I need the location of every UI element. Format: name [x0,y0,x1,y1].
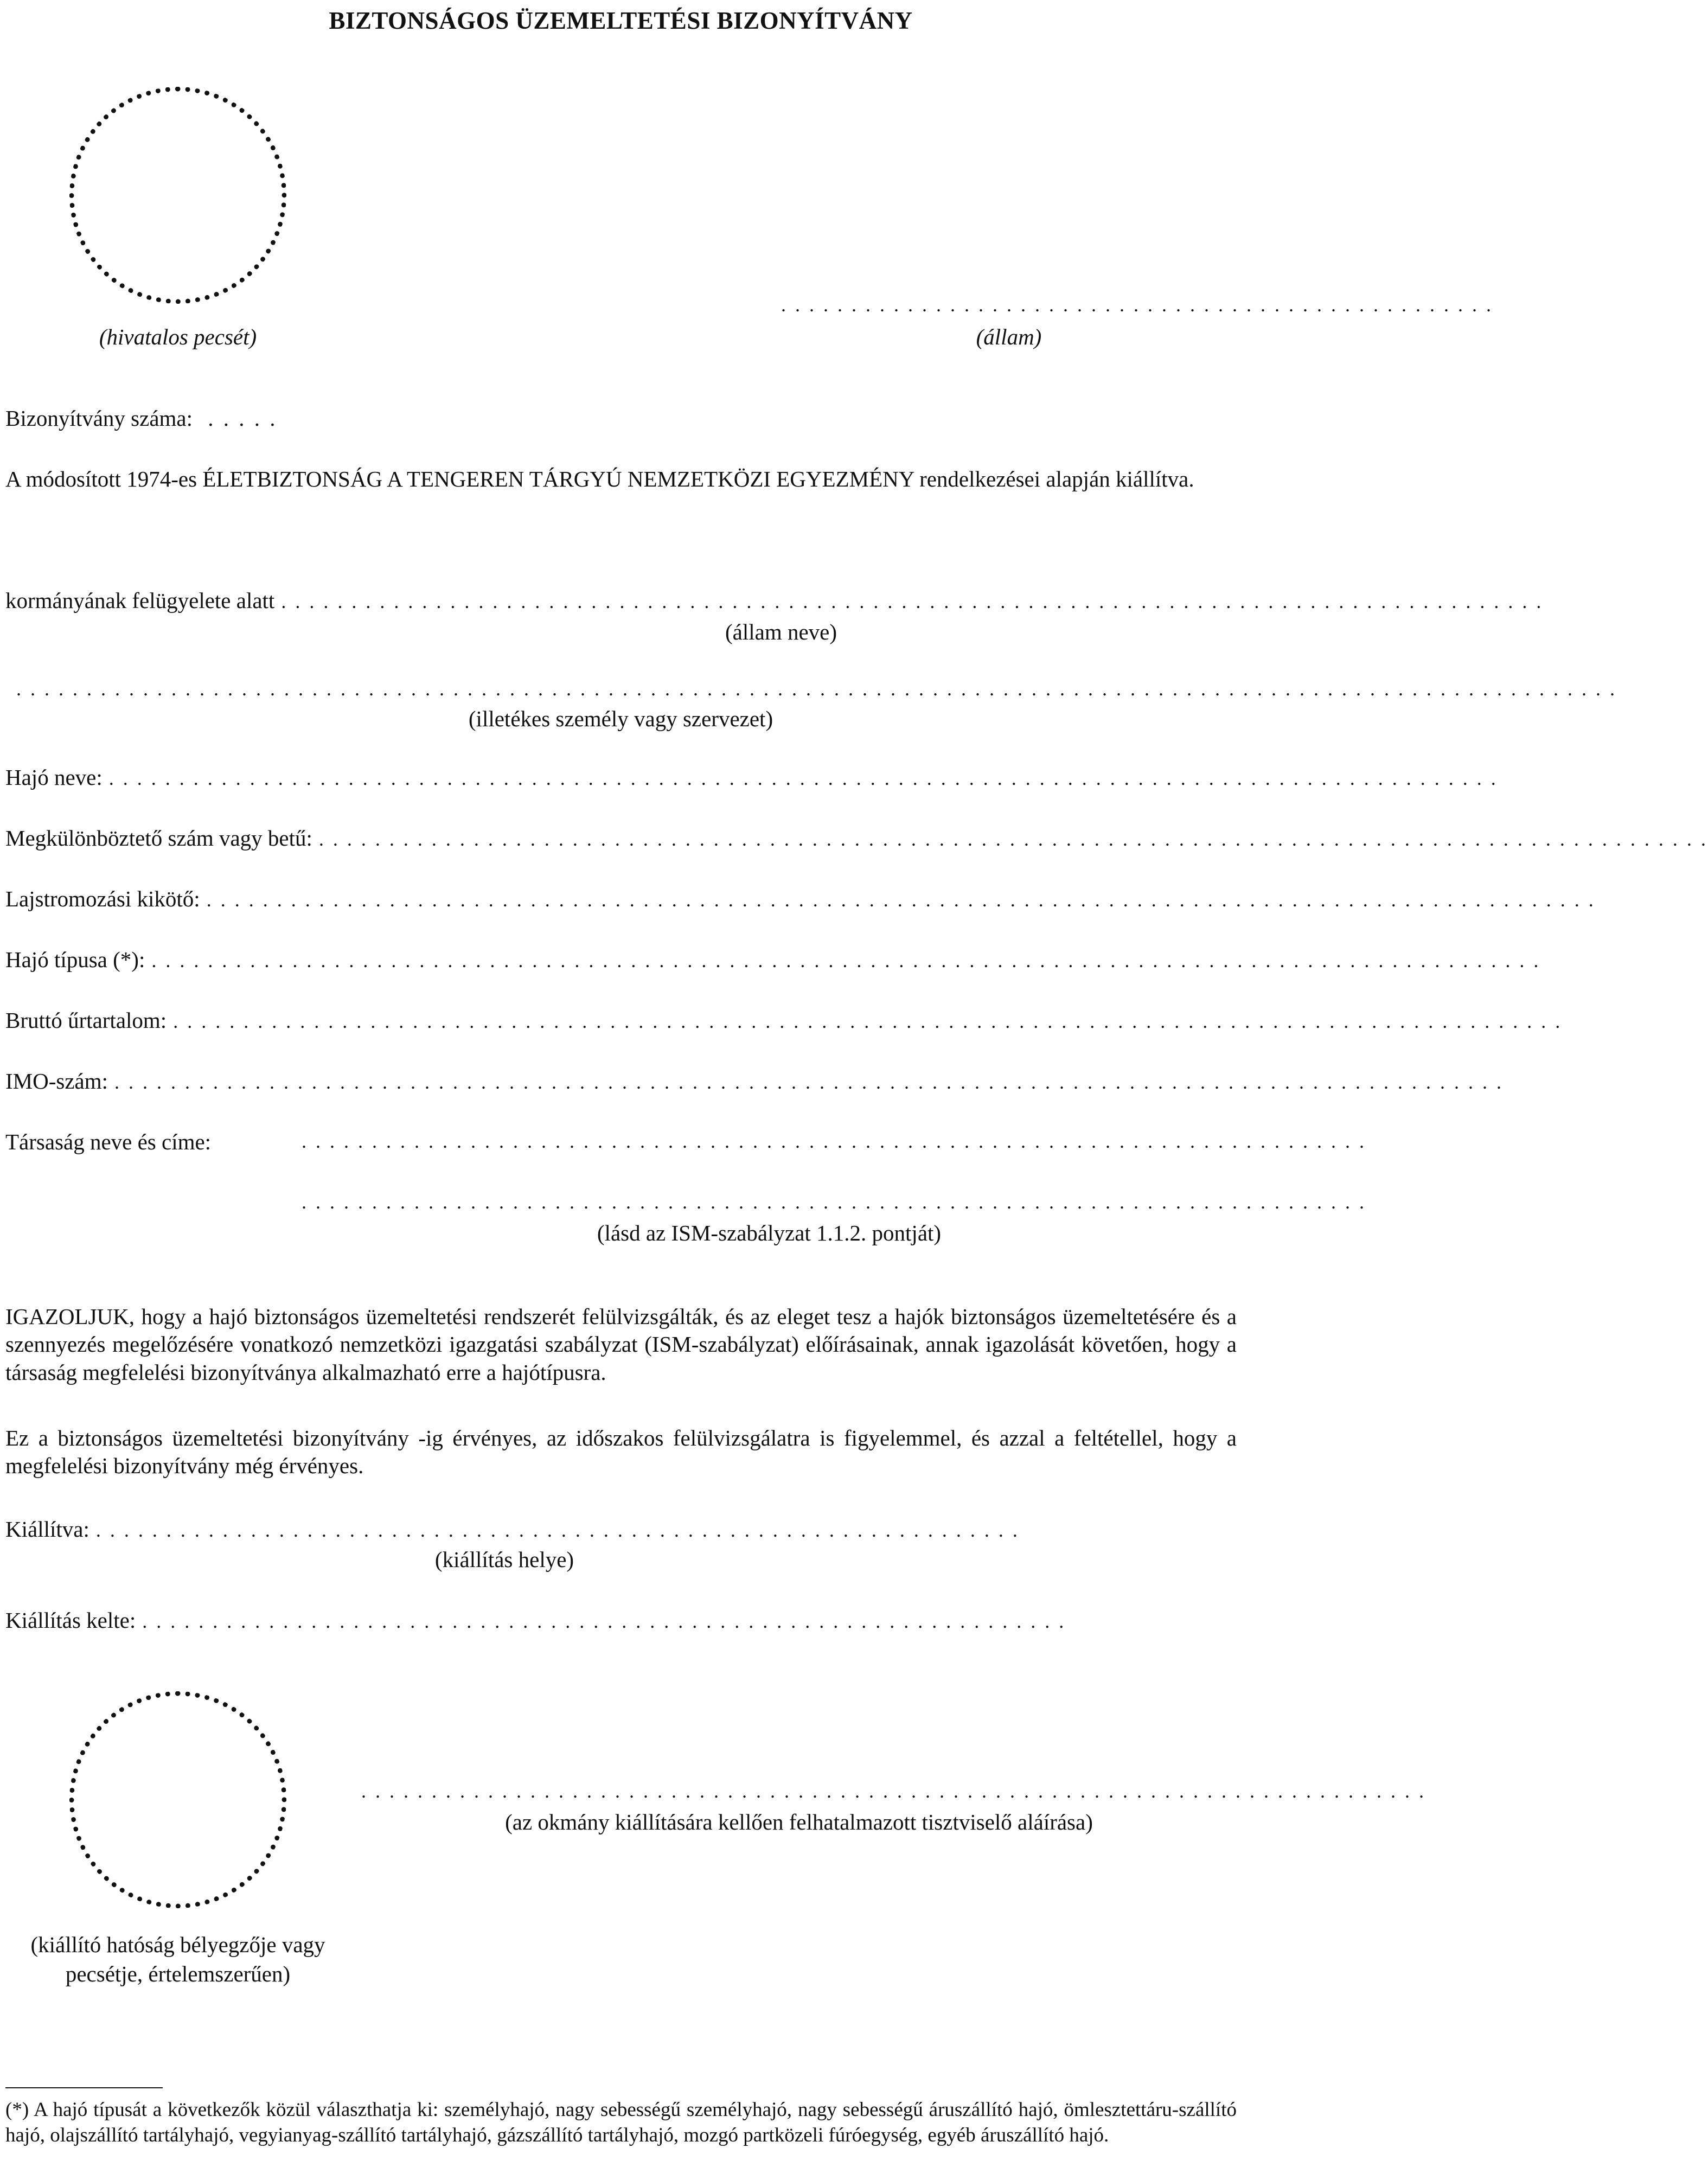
field-label: Megkülönböztető szám vagy betű: [5,826,312,851]
stamp-caption-line1: (kiállító hatóság bélyegzője vagy [30,1932,325,1957]
issue-date-row [5,1607,1066,1634]
authority-caption: (illetékes személy vagy szervezet) [468,706,773,731]
state-caption: (állam) [976,324,1042,349]
validity-paragraph: Ez a biztonságos üzemeltetési bizonyítvány -ig érvényes, az időszakos felülvizsgálatra is figyelemmel, és azzal a feltétellel, hogy a megfelelési bizonyítvány még érvényes. [5,1425,1237,1479]
field-label: Bruttó űrtartalom: [5,1008,167,1033]
field-label: Hajó neve: [5,765,103,790]
footnote-rule [5,2087,163,2088]
field-port-of-registry [5,885,1596,913]
stamp-caption-line2: pecsétje, értelemszerűen) [65,1961,291,1986]
company-label: Társaság neve és címe: [5,1129,212,1154]
government-row [5,587,1544,615]
field-dotted-line: . . . . . . . . . . . . . . . . . . . . . . . . . . . . . . . . . . . . . . . . . . . . . . . . . . . . . . . . . . . . . . . . . . . . . . . . . . . . . . . . . . . . . . . . . . . . . . . . . . . [173,1011,1563,1032]
field-dotted-line: . . . . . . . . . . . . . . . . . . . . . . . . . . . . . . . . . . . . . . . . . . . . . . . . . . . . . . . . . . . . . . . . . . . . . . . . . . . . . . . . . . . . . . . . . . . . . . . . . . . [114,1071,1504,1093]
government-dotted-line: . . . . . . . . . . . . . . . . . . . . . . . . . . . . . . . . . . . . . . . . . . . . . . . . . . . . . . . . . . . . . . . . . . . . . . . . . . . . . . . . . . . . . . . . . . [281,591,1544,612]
field-distinctive-number [5,824,1708,852]
page-title: BIZTONSÁGOS ÜZEMELTETÉSI BIZONYÍTVÁNY [329,7,913,34]
field-dotted-line: . . . . . . . . . . . . . . . . . . . . . . . . . . . . . . . . . . . . . . . . . . . . . . . . . . . . . . . . . . . . . . . . . . . . . . . . . . . . . . . . . . . . . . . . . . . . . . . . . . . [151,950,1541,971]
issued-at-label: Kiállítva: [5,1517,89,1542]
field-label: Hajó típusa (*): [5,947,145,972]
issued-at-row [5,1516,1020,1543]
certify-paragraph: IGAZOLJUK, hogy a hajó biztonságos üzemeltetési rendszerét felülvizsgálták, és az eleget tesz a hajók biztonságos üzemeltetésére és a szennyezés megelőzésére vonatkozó nemzetközi igazgatási szabályzat (ISM-szabályzat) előírásainak, annak igazolását követően, hogy a társaság megfelelési bizonyítványa alkalmazható erre a hajótípusra. [5,1304,1237,1385]
company-caption: (lásd az ISM-szabályzat 1.1.2. pontját) [597,1220,942,1245]
official-seal-circle [69,87,286,304]
field-label: Lajstromozási kikötő: [5,886,200,911]
issue-date-dotted-line: . . . . . . . . . . . . . . . . . . . . . . . . . . . . . . . . . . . . . . . . . . . . . . . . . . . . . . . . . . . . . . . . . . [142,1610,1066,1632]
field-gross-tonnage [5,1007,1563,1034]
field-dotted-line: . . . . . . . . . . . . . . . . . . . . . . . . . . . . . . . . . . . . . . . . . . . . . . . . . . . . . . . . . . . . . . . . . . . . . . . . . . . . . . . . . . . . . . . . . . . . . . . . . . . [108,768,1498,789]
field-dotted-line: . . . . . . . . . . . . . . . . . . . . . . . . . . . . . . . . . . . . . . . . . . . . . . . . . . . . . . . . . . . . . . . . . . . . . . . . . . . . . . . . . . . . . . . . . . . . . . . . . . . [206,889,1596,911]
footnote: (*) A hajó típusát a következők közül választhatja ki: személyhajó, nagy sebességű személyhajó, nagy sebességű áruszállító hajó, ömlesztettáru-szállító hajó, olajszállító tartályhajó, vegyianyag-szállító tartályhajó, gázszállító tartályhajó, mozgó partközeli fúróegység, egyéb áruszállító hajó. [5,2099,1237,2147]
issued-at-dotted-line: . . . . . . . . . . . . . . . . . . . . . . . . . . . . . . . . . . . . . . . . . . . . . . . . . . . . . . . . . . . . . . . . . . [95,1519,1020,1541]
field-ship-name [5,764,1498,791]
issue-date-label: Kiállítás kelte: [5,1608,136,1633]
certificate-number-label: Bizonyítvány száma: [5,406,193,431]
field-imo-number [5,1067,1504,1095]
issued-under-paragraph: A módosított 1974-es ÉLETBIZTONSÁG A TENGEREN TÁRGYÚ NEMZETKÖZI EGYEZMÉNY rendelkezései alapján kiállítva. [5,466,1194,491]
issuing-authority-stamp-circle [69,1691,286,1908]
government-label: kormányának felügyelete alatt [5,588,275,613]
signature-caption: (az okmány kiállítására kellően felhatalmazott tisztviselő aláírása) [505,1810,1093,1834]
state-name-caption: (állam neve) [725,619,837,644]
field-label: IMO-szám: [5,1069,108,1094]
certificate-number [5,405,278,432]
issued-at-caption: (kiállítás helye) [434,1547,574,1572]
certificate-number-value: . . . . . [208,406,278,431]
authority-dotted-line: . . . . . . . . . . . . . . . . . . . . . . . . . . . . . . . . . . . . . . . . . . . . . . . . . . . . . . . . . . . . . . . . . . . . . . . . . . . . . . . . . . . . . . . . . . . . . . . . . . . . . . . . . . . . . . . . . . [16,678,1617,700]
field-dotted-line: . . . . . . . . . . . . . . . . . . . . . . . . . . . . . . . . . . . . . . . . . . . . . . . . . . . . . . . . . . . . . . . . . . . . . . . . . . . . . . . . . . . . . . . . . . . . . . . . . . . [318,828,1708,850]
official-seal-caption: (hivatalos pecsét) [99,324,257,349]
company-dotted-line-2: . . . . . . . . . . . . . . . . . . . . . . . . . . . . . . . . . . . . . . . . . . . . . . . . . . . . . . . . . . . . . . . . . . . . . . . . . . . . [302,1191,1366,1213]
company-dotted-line-1: . . . . . . . . . . . . . . . . . . . . . . . . . . . . . . . . . . . . . . . . . . . . . . . . . . . . . . . . . . . . . . . . . . . . . . . . . . . . [302,1130,1366,1152]
signature-dotted-line: . . . . . . . . . . . . . . . . . . . . . . . . . . . . . . . . . . . . . . . . . . . . . . . . . . . . . . . . . . . . . . . . . . . . . . . . . . . . [361,1780,1426,1802]
state-dotted-line: . . . . . . . . . . . . . . . . . . . . . . . . . . . . . . . . . . . . . . . . . . . . . . . . . . . [781,294,1493,316]
field-ship-type [5,946,1541,974]
